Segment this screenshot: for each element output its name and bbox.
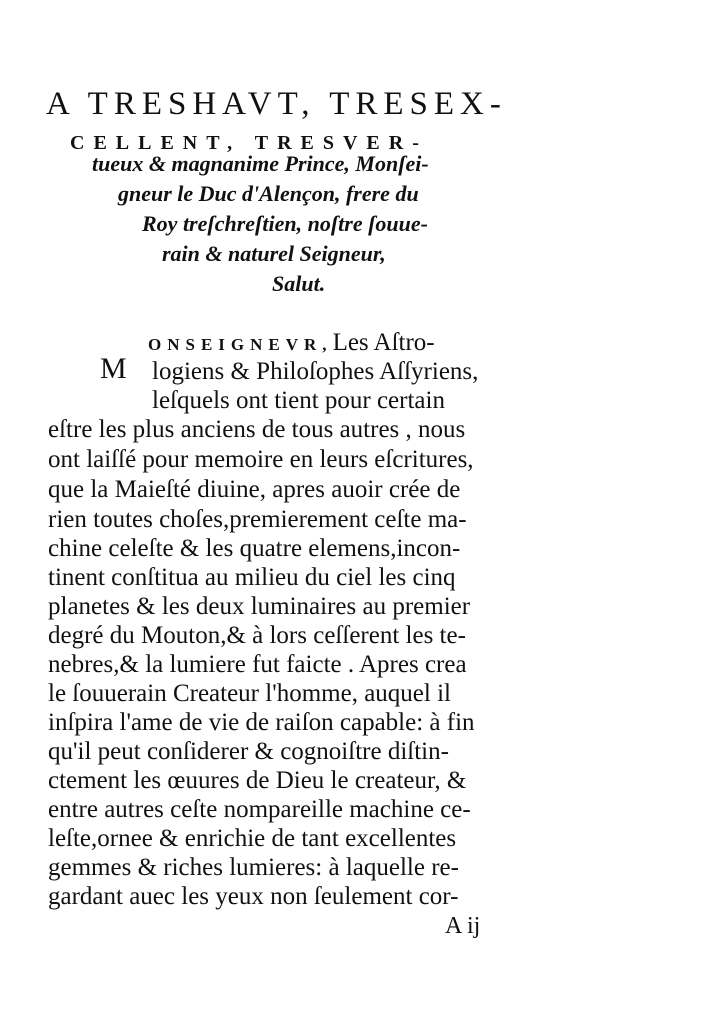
body-line-18: leſte,ornee & enrichie de tant excellentes	[48, 825, 457, 852]
heading-line-3: tueux & magnanime Prince, Monſei-	[92, 151, 429, 176]
body-line-20: gardant auec les yeux non ſeulement cor-	[48, 883, 459, 910]
signature-mark: A ij	[445, 913, 481, 939]
lead-caps: ONSEIGNEVR,	[148, 335, 333, 354]
body-line-17: entre autres ceſte nompareille machine ce-	[48, 796, 471, 823]
body-line-16: ctement les œuures de Dieu le createur, &	[48, 767, 467, 794]
body-line-19: gemmes & riches lumieres: à laquelle re-	[48, 854, 459, 881]
body-line-1-rest: Les Aſtro-	[332, 329, 435, 356]
heading-line-4: gneur le Duc d'Alençon, frere du	[118, 181, 419, 206]
body-line-6: que la Maieſté diuine, apres auoir crée de	[48, 476, 461, 503]
body-line-5: ont laiſſé pour memoire en leurs eſcritures,	[48, 446, 474, 473]
drop-cap: M	[100, 352, 127, 385]
heading-line-6: rain & naturel Seigneur,	[162, 241, 386, 266]
body-line-10: planetes & les deux luminaires au premier	[48, 593, 471, 620]
body-line-15: qu'il peut conſiderer & cognoiſtre diſtin-	[48, 738, 449, 765]
body-line-8: chine celeſte & les quatre elemens,incon-	[48, 535, 461, 562]
body-line-7: rien toutes choſes,premierement ceſte ma-	[48, 506, 467, 533]
heading-line-7: Salut.	[272, 271, 326, 296]
body-line-11: degré du Mouton,& à lors ceſſerent les te-	[48, 622, 466, 649]
body-line-1	[148, 330, 435, 355]
body-line-3: leſquels ont tient pour certain	[152, 387, 445, 414]
heading-line-2: CELLENT, TRESVER-	[70, 132, 428, 154]
heading-line-1: A TRESHAVT, TRESEX-	[46, 86, 507, 122]
body-line-2: logiens & Philoſophes Aſſyriens,	[152, 358, 479, 385]
body-line-13: le ſouuerain Createur l'homme, auquel il	[48, 680, 451, 707]
body-line-14: inſpira l'ame de vie de raiſon capable: à fin	[48, 709, 475, 736]
body-line-4: eſtre les plus anciens de tous autres , nous	[48, 416, 466, 443]
body-line-9: tinent conſtitua au milieu du ciel les cinq	[48, 564, 456, 591]
heading-line-5: Roy treſchreſtien, noſtre ſouue-	[142, 211, 428, 236]
body-line-12: nebres,& la lumiere fut faicte . Apres crea	[48, 651, 467, 678]
